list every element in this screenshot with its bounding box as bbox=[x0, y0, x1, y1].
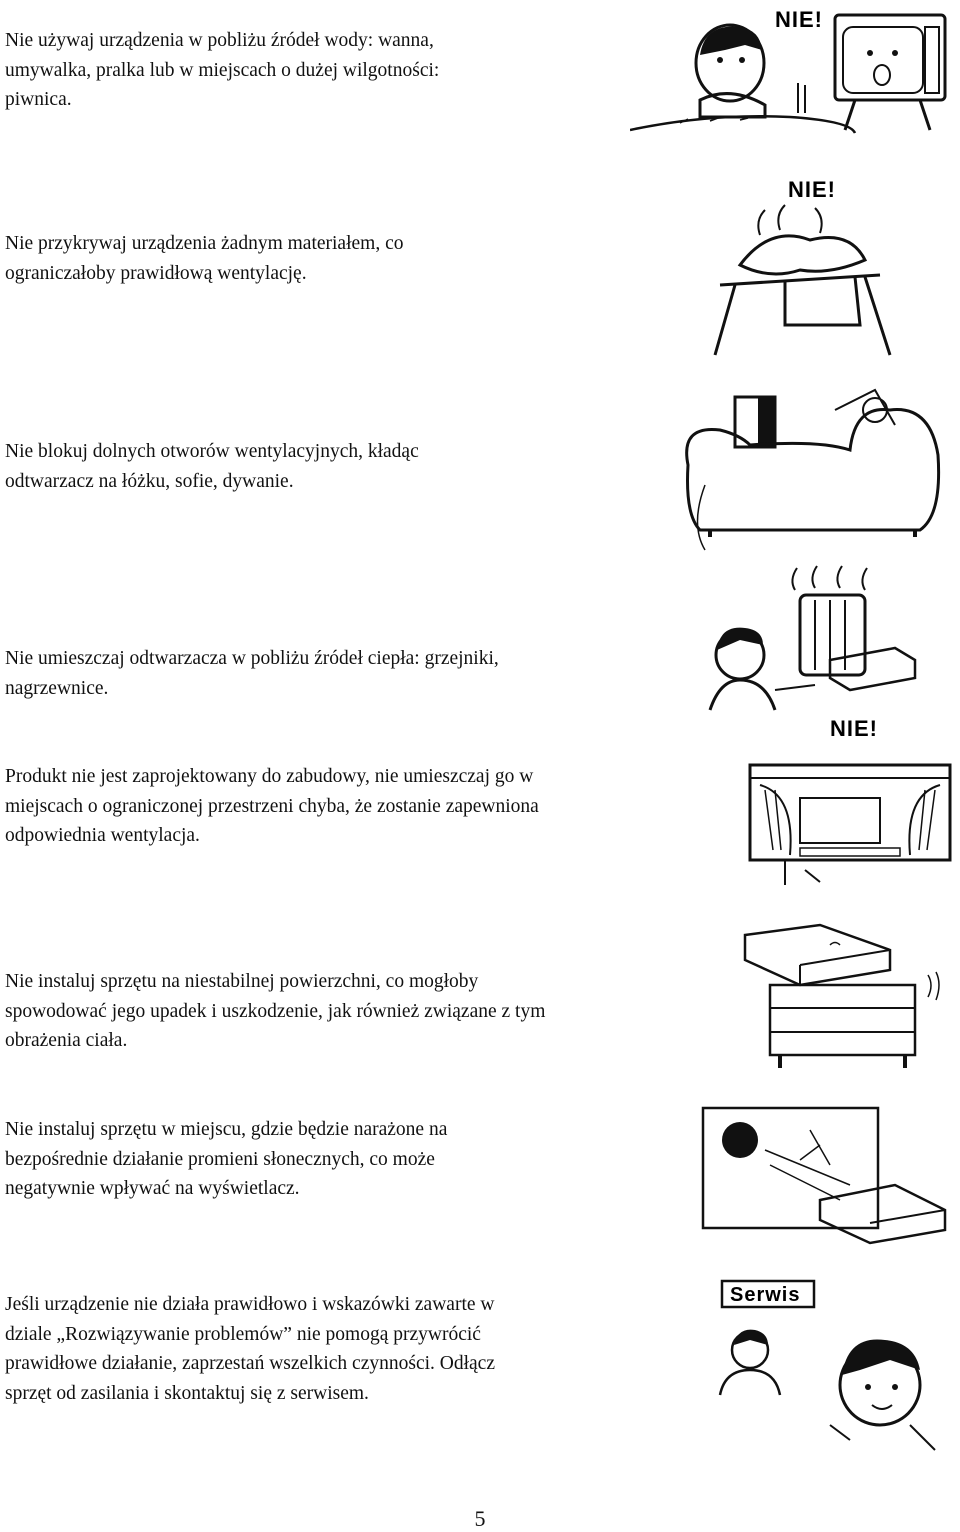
text-line: negatywnie wpływać na wyświetlacz. bbox=[5, 1178, 300, 1199]
warning-text-water bbox=[5, 26, 439, 115]
heater-illustration bbox=[705, 560, 925, 725]
text-line: spowodować jego upadek i uszkodzenie, jak również związane z tym bbox=[5, 1000, 546, 1022]
text-line: Nie instaluj sprzętu na niestabilnej powierzchni, co mogłoby bbox=[5, 971, 479, 992]
nie-sign: NIE! bbox=[830, 716, 878, 741]
text-line: obrażenia ciała. bbox=[5, 1030, 128, 1051]
serwis-sign: Serwis bbox=[730, 1284, 801, 1306]
warning-text-sunlight bbox=[5, 1115, 447, 1204]
text-line: piwnica. bbox=[5, 89, 72, 110]
warning-text-cover bbox=[5, 229, 403, 288]
warning-text-service bbox=[5, 1290, 495, 1408]
service-illustration bbox=[700, 1275, 950, 1460]
text-line: Nie przykrywaj urządzenia żadnym materiałem, co bbox=[5, 233, 404, 254]
unstable-table-illustration bbox=[740, 920, 940, 1070]
text-line: Produkt nie jest zaprojektowany do zabudowy, nie umieszczaj go w bbox=[5, 766, 534, 787]
warning-text-unstable bbox=[5, 967, 545, 1056]
text-line: miejscach o ograniczonej przestrzeni chyba, że zostanie zapewniona bbox=[5, 795, 539, 817]
warning-text-vents bbox=[5, 437, 419, 496]
water-hazard-illustration bbox=[630, 5, 950, 145]
warning-text-heat bbox=[5, 644, 499, 703]
text-line: sprzęt od zasilania i skontaktuj się z serwisem. bbox=[5, 1382, 369, 1404]
nie-sign: NIE! bbox=[788, 177, 836, 202]
text-line: Nie umieszczaj odtwarzacza w pobliżu źródeł ciepła: grzejniki, bbox=[5, 648, 499, 669]
text-line: umywalka, pralka lub w miejscach o dużej wilgotności: bbox=[5, 59, 440, 81]
nie-sign: NIE! bbox=[775, 7, 823, 32]
cabinet-illustration bbox=[745, 710, 957, 890]
warning-text-builtin bbox=[5, 762, 539, 851]
text-line: ograniczałoby prawidłową wentylację. bbox=[5, 262, 307, 284]
text-line: Nie instaluj sprzętu w miejscu, gdzie będzie narażone na bbox=[5, 1119, 448, 1140]
sunlight-illustration bbox=[700, 1105, 950, 1245]
text-line: Nie używaj urządzenia w pobliżu źródeł wody: wanna, bbox=[5, 30, 434, 51]
text-line: bezpośrednie działanie promieni słonecznych, co może bbox=[5, 1148, 435, 1170]
text-line: Nie blokuj dolnych otworów wentylacyjnych, kładąc bbox=[5, 441, 419, 462]
sofa-illustration bbox=[680, 385, 950, 555]
text-line: odtwarzacz na łóżku, sofie, dywanie. bbox=[5, 470, 294, 492]
covered-device-illustration bbox=[700, 175, 900, 365]
text-line: nagrzewnice. bbox=[5, 677, 109, 699]
text-line: dziale „Rozwiązywanie problemów” nie pomogą przywrócić bbox=[5, 1323, 481, 1345]
text-line: Jeśli urządzenie nie działa prawidłowo i wskazówki zawarte w bbox=[5, 1294, 495, 1315]
page-number: 5 bbox=[474, 1506, 486, 1531]
text-line: prawidłowe działanie, zaprzestań wszelkich czynności. Odłącz bbox=[5, 1353, 495, 1374]
text-line: odpowiednia wentylacja. bbox=[5, 825, 200, 846]
